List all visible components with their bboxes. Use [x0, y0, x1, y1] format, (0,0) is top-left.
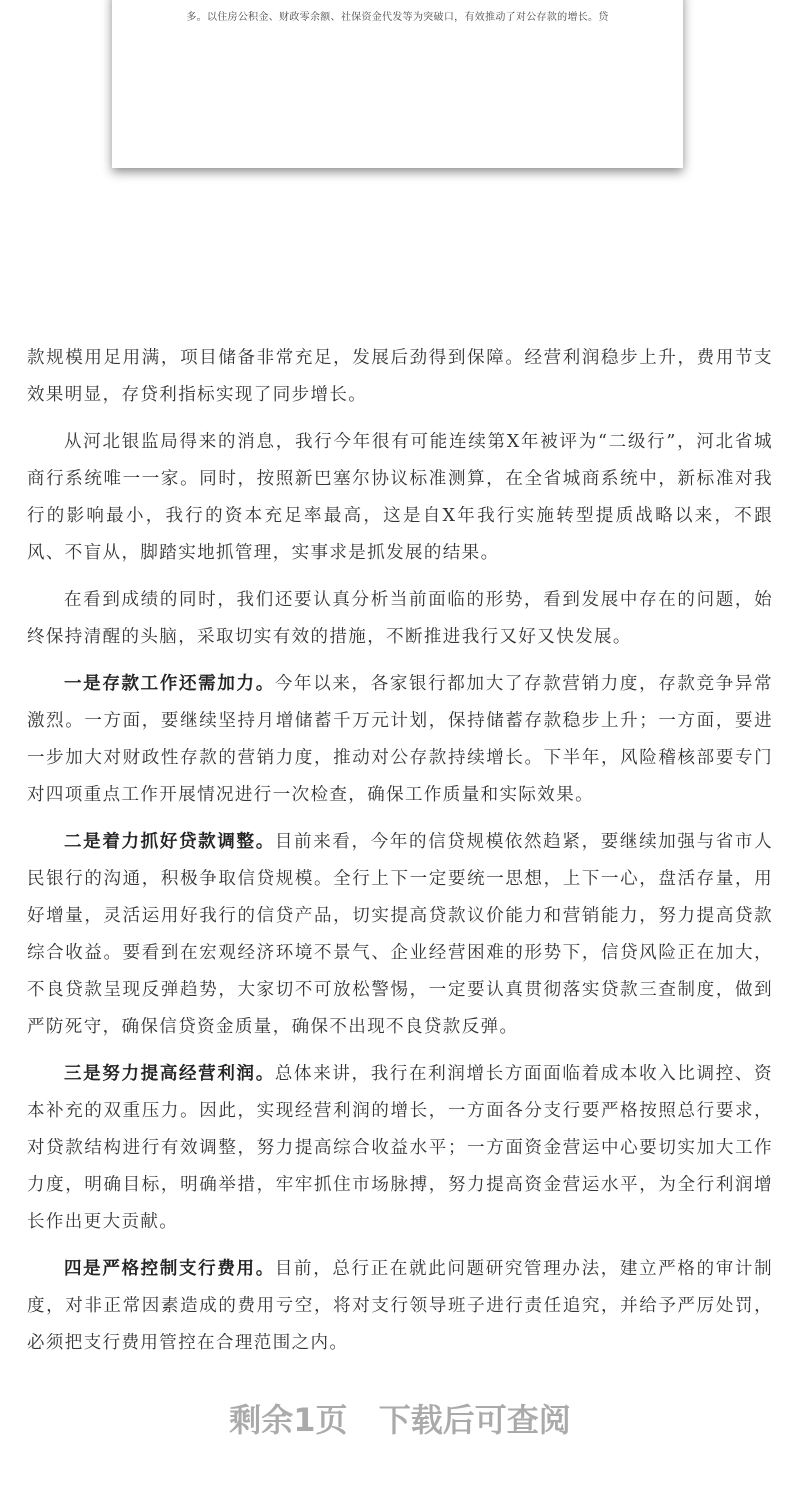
paragraph-text: 从河北银监局得来的消息，我行今年很有可能连续第X年被评为“二级行”，河北省城商行系统唯一一家。同时，按照新巴塞尔协议标准测算，在全省城商系统中，新标准对我行的影响最小，我行的资本充足率最高，这是自X年我行实施转型提质战略以来，不跟风、不盲从，脚踏实地抓管理，实事求是抓发展的结果。	[27, 432, 773, 563]
previous-page-preview	[112, 0, 683, 168]
paragraph-text: 目前，总行正在就此问题研究管理办法，建立严格的审计制度，对非正常因素造成的费用亏空，将对支行领导班子进行责任追究，并给予严厉处罚，必须把支行费用管控在合理范围之内。	[27, 1259, 773, 1353]
paragraph-text: 在看到成绩的同时，我们还要认真分析当前面临的形势，看到发展中存在的问题，始终保持清醒的头脑，采取切实有效的措施，不断推进我行又好又快发展。	[27, 590, 773, 647]
previous-page-last-line: 多。以住房公积金、财政零余额、社保资金代发等为突破口，有效推动了对公存款的增长。贷	[186, 12, 609, 23]
paragraph-deposits	[27, 666, 773, 814]
paragraph-costs	[27, 1251, 773, 1362]
paragraph-text: 今年以来，各家银行都加大了存款营销力度，存款竞争异常激烈。一方面，要继续坚持月增储蓄千万元计划，保持储蓄存款稳步上升；一方面，要进一步加大对财政性存款的营销力度，推动对公存款持续增长。下半年，风险稽核部要专门对四项重点工作开展情况进行一次检查，确保工作质量和实际效果。	[27, 674, 773, 805]
paragraph-lead: 一是存款工作还需加力。	[64, 674, 275, 694]
document-body	[27, 340, 773, 1372]
paragraph-lead: 四是严格控制支行费用。	[64, 1259, 275, 1279]
paragraph-profit	[27, 1056, 773, 1241]
remaining-pages-download-prompt[interactable]: 剩余1页 下载后可查阅	[229, 1401, 571, 1439]
paragraph-lead: 二是着力抓好贷款调整。	[64, 832, 275, 852]
paragraph-text: 目前来看，今年的信贷规模依然趋紧，要继续加强与省市人民银行的沟通，积极争取信贷规模。全行上下一定要统一思想，上下一心，盘活存量，用好增量，灵活运用好我行的信贷产品，切实提高贷款议价能力和营销能力，努力提高贷款综合收益。要看到在宏观经济环境不景气、企业经营困难的形势下，信贷风险正在加大，不良贷款呈现反弹趋势，大家切不可放松警惕，一定要认真贯彻落实贷款三查制度，做到严防死守，确保信贷资金质量，确保不出现不良贷款反弹。	[27, 832, 773, 1037]
paragraph-lead: 三是努力提高经营利润。	[64, 1064, 275, 1084]
paragraph	[27, 424, 773, 572]
paragraph-continuation	[27, 340, 773, 414]
paragraph	[27, 582, 773, 656]
paragraph-loans	[27, 824, 773, 1046]
paragraph-text: 款规模用足用满，项目储备非常充足，发展后劲得到保障。经营利润稳步上升，费用节支效果明显，存贷利指标实现了同步增长。	[27, 348, 773, 405]
paragraph-text: 总体来讲，我行在利润增长方面面临着成本收入比调控、资本补充的双重压力。因此，实现经营利润的增长，一方面各分支行要严格按照总行要求，对贷款结构进行有效调整，努力提高综合收益水平；一方面资金营运中心要切实加大工作力度，明确目标，明确举措，牢牢抓住市场脉搏，努力提高资金营运水平，为全行利润增长作出更大贡献。	[27, 1064, 773, 1232]
